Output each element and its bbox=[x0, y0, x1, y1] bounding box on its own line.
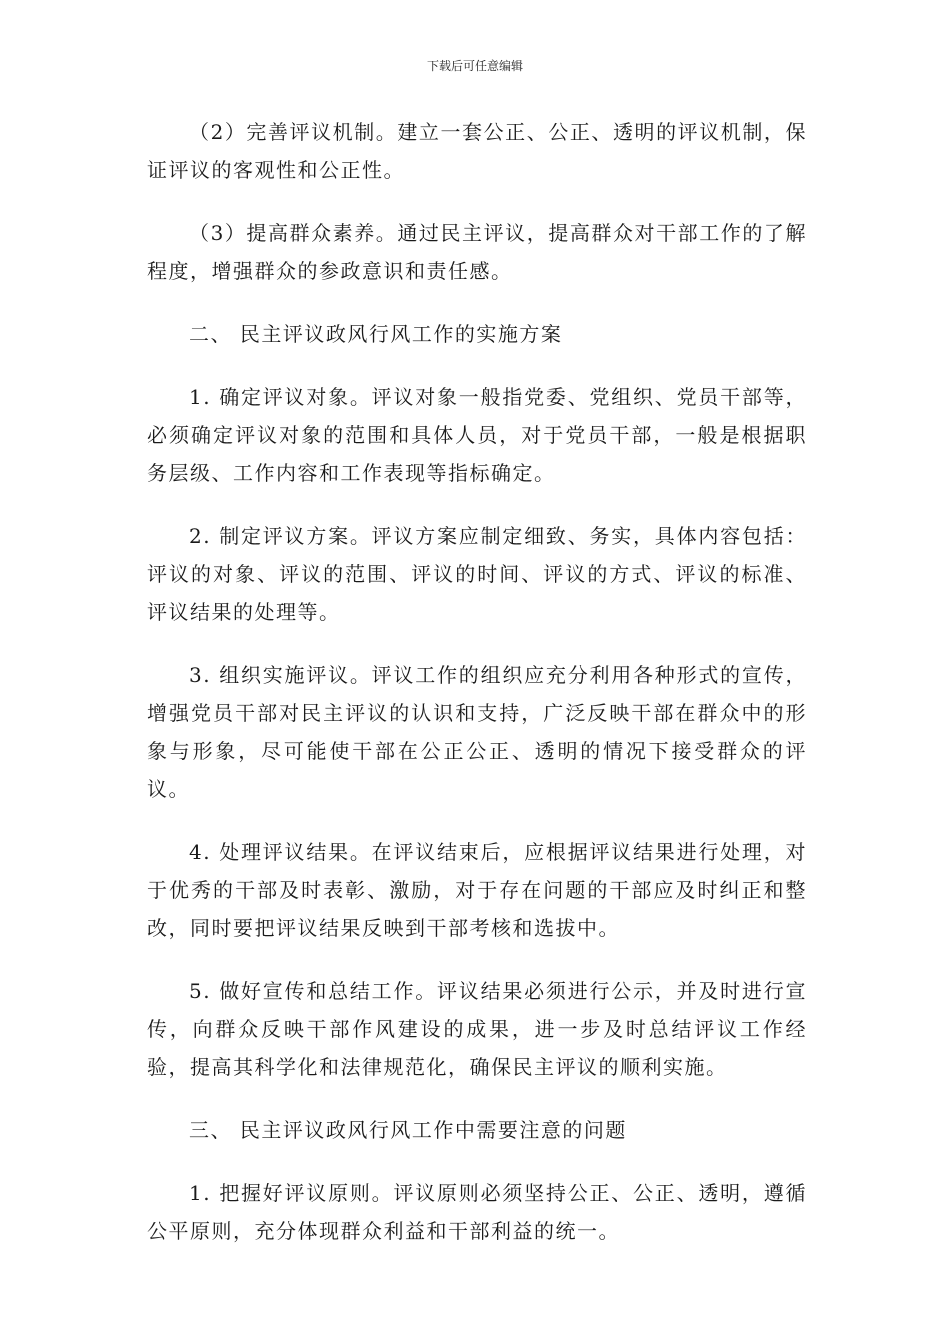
paragraph-step-5: 5. 做好宣传和总结工作。评议结果必须进行公示，并及时进行宣传，向群众反映干部作风建设的成果，进一步及时总结评议工作经验，提高其科学化和法律规范化，确保民主评议的顺利实施。 bbox=[147, 979, 807, 1079]
paragraph-step-1: 1. 确定评议对象。评议对象一般指党委、党组织、党员干部等，必须确定评议对象的范围和具体人员，对于党员干部，一般是根据职务层级、工作内容和工作表现等指标确定。 bbox=[147, 385, 807, 485]
document-body bbox=[147, 113, 807, 1275]
paragraph-item-2: （2）完善评议机制。建立一套公正、公正、透明的评议机制，保证评议的客观性和公正性。 bbox=[147, 120, 807, 182]
section-heading-2: 二、 民主评议政风行风工作的实施方案 bbox=[189, 322, 563, 346]
paragraph-issue-1: 1. 把握好评议原则。评议原则必须坚持公正、公正、透明，遵循公平原则，充分体现群众利益和干部利益的统一。 bbox=[147, 1181, 807, 1243]
section-heading-3: 三、 民主评议政风行风工作中需要注意的问题 bbox=[189, 1118, 627, 1142]
paragraph-step-2: 2. 制定评议方案。评议方案应制定细致、务实，具体内容包括：评议的对象、评议的范围、评议的时间、评议的方式、评议的标准、评议结果的处理等。 bbox=[147, 524, 807, 624]
paragraph-item-3: （3）提高群众素养。通过民主评议，提高群众对干部工作的了解程度，增强群众的参政意识和责任感。 bbox=[147, 221, 807, 283]
paragraph-step-4: 4. 处理评议结果。在评议结束后，应根据评议结果进行处理，对于优秀的干部及时表彰、激励，对于存在问题的干部应及时纠正和整改，同时要把评议结果反映到干部考核和选拔中。 bbox=[147, 840, 807, 940]
paragraph-step-3: 3. 组织实施评议。评议工作的组织应充分利用各种形式的宣传，增强党员干部对民主评议的认识和支持，广泛反映干部在群众中的形象与形象，尽可能使干部在公正公正、透明的情况下接受群众的评议。 bbox=[147, 663, 807, 801]
page-header: 下载后可任意编辑 bbox=[426, 59, 523, 73]
